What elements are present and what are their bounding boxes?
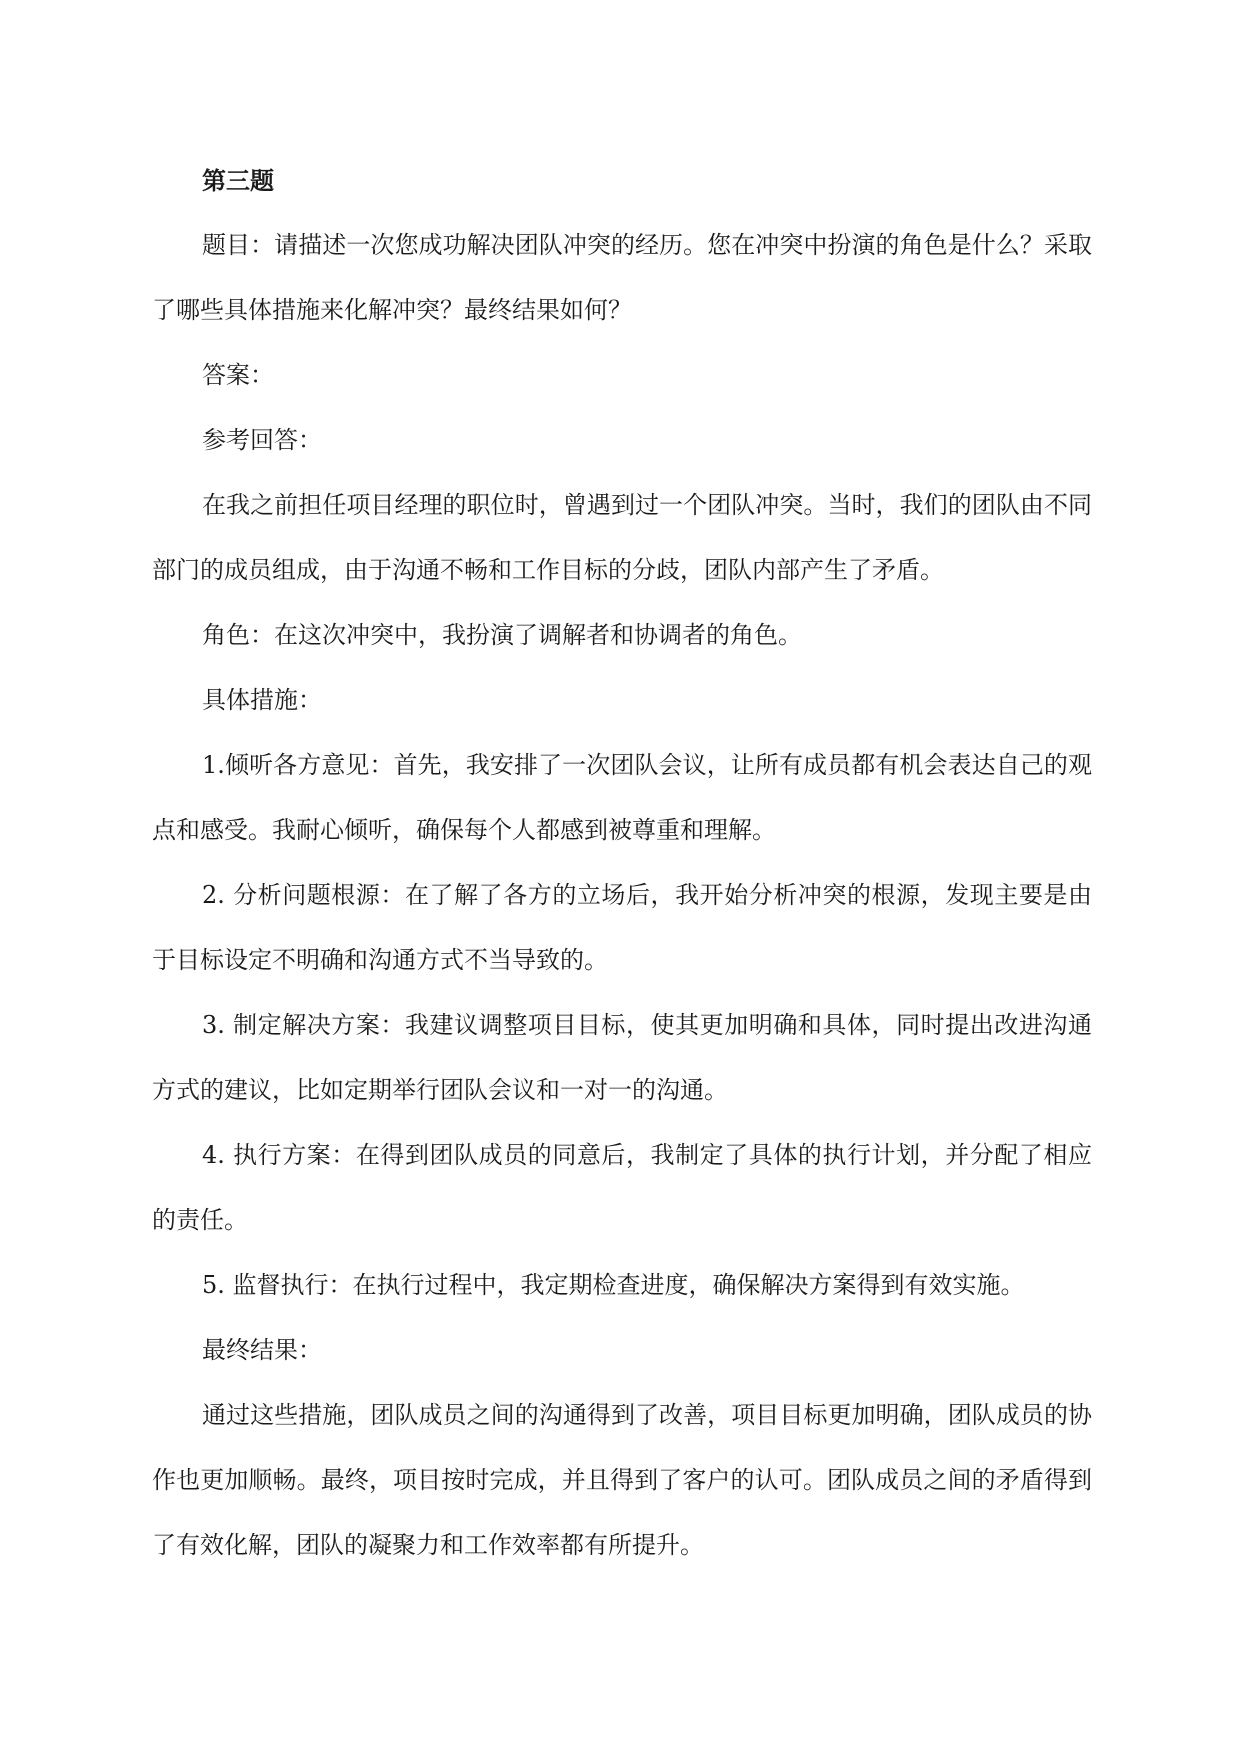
measure-item-2: 2. 分析问题根源：在了解了各方的立场后，我开始分析冲突的根源，发现主要是由于目标设定不明确和沟通方式不当导致的。: [152, 881, 1092, 974]
result-paragraph: 通过这些措施，团队成员之间的沟通得到了改善，项目目标更加明确，团队成员的协作也更加顺畅。最终，项目按时完成，并且得到了客户的认可。团队成员之间的矛盾得到了有效化解，团队的凝聚力和工作效率都有所提升。: [152, 1401, 1092, 1559]
result-label: 最终结果：: [202, 1336, 322, 1364]
section-heading: 第三题: [202, 166, 274, 195]
document-body: [152, 148, 1092, 1578]
measure-item-5: 5. 监督执行：在执行过程中，我定期检查进度，确保解决方案得到有效实施。: [202, 1271, 1025, 1299]
question-paragraph: 题目：请描述一次您成功解决团队冲突的经历。您在冲突中扮演的角色是什么？采取了哪些具体措施来化解冲突？最终结果如何？: [152, 231, 1092, 324]
measures-label: 具体措施：: [202, 686, 322, 714]
background-paragraph: 在我之前担任项目经理的职位时，曾遇到过一个团队冲突。当时，我们的团队由不同部门的成员组成，由于沟通不畅和工作目标的分歧，团队内部产生了矛盾。: [152, 491, 1092, 584]
measure-item-4: 4. 执行方案：在得到团队成员的同意后，我制定了具体的执行计划，并分配了相应的责任。: [152, 1141, 1092, 1234]
answer-label: 答案：: [202, 361, 274, 389]
reference-label: 参考回答：: [202, 426, 322, 454]
role-paragraph: 角色：在这次冲突中，我扮演了调解者和协调者的角色。: [202, 621, 802, 649]
measure-item-1: 1.倾听各方意见：首先，我安排了一次团队会议，让所有成员都有机会表达自己的观点和感受。我耐心倾听，确保每个人都感到被尊重和理解。: [152, 751, 1092, 844]
measure-item-3: 3. 制定解决方案：我建议调整项目目标，使其更加明确和具体，同时提出改进沟通方式的建议，比如定期举行团队会议和一对一的沟通。: [152, 1011, 1092, 1104]
